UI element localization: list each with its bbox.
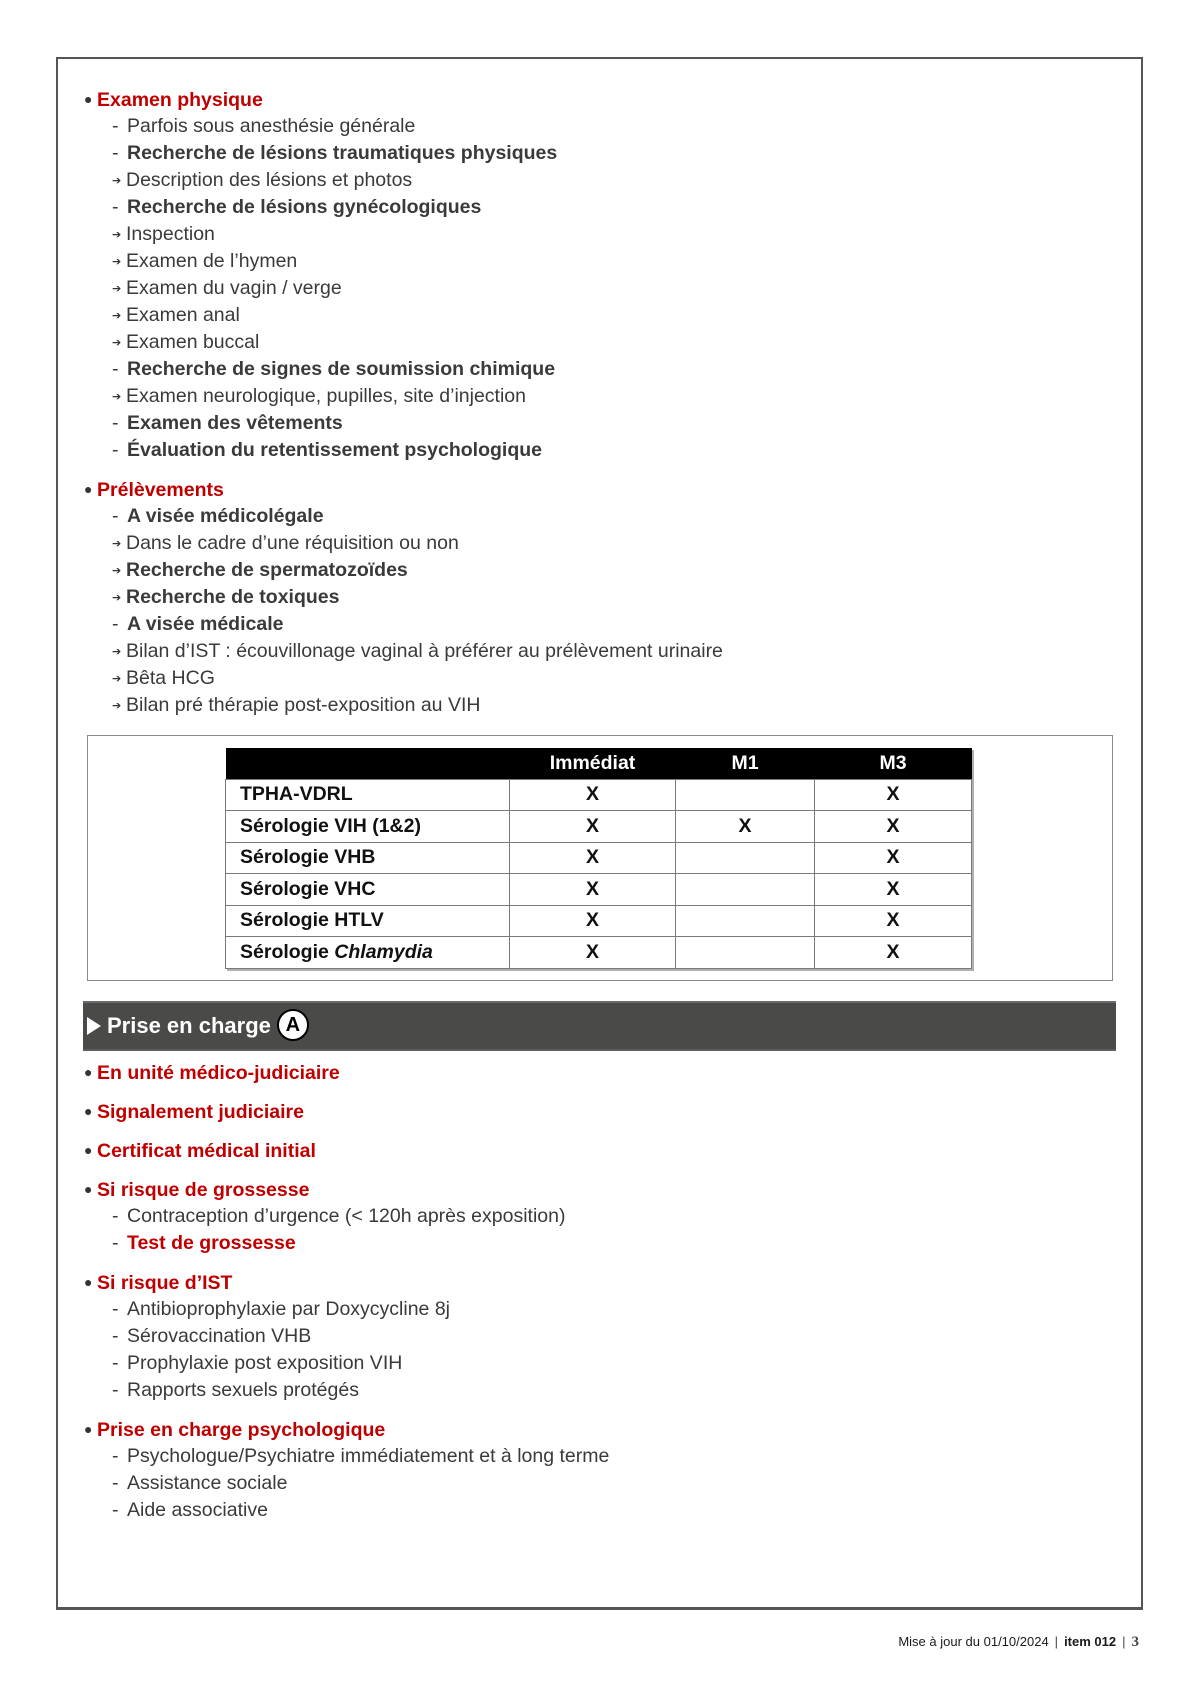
list-item — [84, 503, 1114, 530]
list-item-text: Recherche de signes de soumission chimique — [127, 358, 556, 380]
cell-m3: X — [815, 905, 972, 937]
row-label — [226, 779, 510, 811]
examen-physique-section — [84, 86, 1114, 464]
list-item — [84, 1377, 1114, 1404]
list-item — [84, 1350, 1114, 1377]
dash-marker: - — [112, 1205, 119, 1227]
list-item — [84, 275, 1114, 302]
list-item-text: A visée médicale — [127, 613, 284, 635]
list-item-text: Examen neurologique, pupilles, site d’injection — [126, 385, 526, 407]
section-heading-text: Si risque de grossesse — [97, 1179, 310, 1201]
section-heading — [84, 1059, 1114, 1086]
dash-marker: - — [112, 142, 119, 164]
section-heading-text: Certificat médical initial — [97, 1140, 316, 1162]
bullet-icon: ● — [84, 1103, 93, 1119]
list-item-text: Recherche de lésions traumatiques physiques — [127, 142, 558, 164]
cell-immediat: X — [510, 842, 676, 874]
dash-marker: - — [112, 439, 119, 461]
page-number: 3 — [1131, 1634, 1139, 1650]
arrow-right-icon: ➔ — [112, 700, 122, 712]
list-item — [84, 638, 1114, 665]
dash-marker: - — [112, 1325, 119, 1347]
cell-m3: X — [815, 874, 972, 906]
serology-table-box — [87, 735, 1113, 981]
section-heading — [84, 1176, 1114, 1203]
row-label-text: Sérologie HTLV — [240, 909, 384, 932]
cell-m1 — [676, 842, 815, 874]
cell-m1: X — [676, 811, 815, 843]
prelevements-items-list — [84, 503, 1114, 719]
list-item-text: Examen du vagin / verge — [126, 277, 342, 299]
dash-marker: - — [112, 358, 119, 380]
arrow-right-icon: ➔ — [112, 229, 122, 241]
arrow-right-icon: ➔ — [112, 391, 122, 403]
row-label — [226, 905, 510, 937]
section-heading: ● Prélèvements — [84, 476, 1114, 503]
dash-marker: - — [112, 1379, 119, 1401]
table-header-row — [226, 748, 972, 779]
footer-separator: | — [1054, 1634, 1059, 1649]
bullet-icon: ● — [84, 1421, 93, 1437]
list-item — [84, 1230, 1114, 1257]
list-item-text: Évaluation du retentissement psychologique — [127, 439, 542, 461]
arrow-right-icon: ➔ — [112, 283, 122, 295]
list-item — [84, 1323, 1114, 1350]
dash-marker: - — [112, 1232, 119, 1254]
dash-marker: - — [112, 1472, 119, 1494]
table-header-cell — [226, 748, 510, 779]
dash-marker: - — [112, 1445, 119, 1467]
table-row — [226, 811, 972, 843]
cell-immediat: X — [510, 874, 676, 906]
table-header-cell: Immédiat — [510, 748, 676, 779]
table-row — [226, 874, 972, 906]
pec-section — [84, 1269, 1114, 1404]
list-item — [84, 140, 1114, 167]
arrow-right-icon: ➔ — [112, 565, 122, 577]
pec-section — [84, 1137, 1114, 1164]
prise-en-charge-header — [83, 1001, 1116, 1051]
prelevements-section — [84, 476, 1114, 719]
bullet-icon: ● — [84, 1064, 93, 1080]
table-header-cell: M3 — [815, 748, 972, 779]
bullet-icon: ● — [84, 481, 93, 497]
cell-m3: X — [815, 811, 972, 843]
dash-marker: - — [112, 613, 119, 635]
table-row — [226, 937, 972, 969]
list-item — [84, 530, 1114, 557]
section-heading: ● Examen physique — [84, 86, 1114, 113]
list-item — [84, 194, 1114, 221]
arrow-right-icon: ➔ — [112, 310, 122, 322]
list-item-text: Examen buccal — [126, 331, 260, 353]
list-item-text: Examen de l’hymen — [126, 250, 298, 272]
cell-m3: X — [815, 842, 972, 874]
list-item-text: Aide associative — [127, 1499, 268, 1521]
pec-section — [84, 1059, 1114, 1086]
item-number: item 012 — [1064, 1634, 1117, 1649]
section-heading — [84, 1137, 1114, 1164]
diagnostic-content — [84, 86, 1114, 731]
section-title: Prise en charge — [107, 1013, 271, 1038]
list-item-text: A visée médicolégale — [127, 505, 324, 527]
row-label — [226, 937, 510, 969]
cell-m1 — [676, 905, 815, 937]
list-item-text: Parfois sous anesthésie générale — [127, 115, 416, 137]
bullet-icon: ● — [84, 1274, 93, 1290]
section-heading — [84, 1098, 1114, 1125]
dash-marker: - — [112, 1298, 119, 1320]
list-item — [84, 1497, 1114, 1524]
table-row — [226, 842, 972, 874]
list-item-text: Dans le cadre d’une réquisition ou non — [126, 532, 459, 554]
list-item-text: Antibioprophylaxie par Doxycycline 8j — [127, 1298, 450, 1320]
list-item-text: Recherche de spermatozoïdes — [126, 559, 408, 581]
dash-marker: - — [112, 505, 119, 527]
serology-table — [225, 748, 972, 969]
dash-marker: - — [112, 1499, 119, 1521]
update-date: Mise à jour du 01/10/2024 — [898, 1634, 1049, 1649]
list-item-text: Bêta HCG — [126, 667, 215, 689]
list-item-text: Psychologue/Psychiatre immédiatement et à long terme — [127, 1445, 610, 1467]
list-item-text: Recherche de lésions gynécologiques — [127, 196, 482, 218]
list-item — [84, 1443, 1114, 1470]
arrow-right-icon: ➔ — [112, 673, 122, 685]
pec-section — [84, 1416, 1114, 1524]
row-label — [226, 842, 510, 874]
list-item — [84, 1470, 1114, 1497]
list-item — [84, 665, 1114, 692]
list-item — [84, 113, 1114, 140]
list-item-text: Sérovaccination VHB — [127, 1325, 312, 1347]
list-item — [84, 383, 1114, 410]
dash-marker: - — [112, 1352, 119, 1374]
cell-immediat: X — [510, 811, 676, 843]
list-item-text: Description des lésions et photos — [126, 169, 413, 191]
examen-items-list — [84, 113, 1114, 464]
list-item-text: Inspection — [126, 223, 215, 245]
arrow-right-icon: ➔ — [112, 592, 122, 604]
dash-marker: - — [112, 412, 119, 434]
list-item-text: Examen des vêtements — [127, 412, 343, 434]
pec-section — [84, 1098, 1114, 1125]
list-item — [84, 356, 1114, 383]
pec-section — [84, 1176, 1114, 1257]
row-label-text: Sérologie VHC — [240, 877, 376, 900]
list-item-text: Rapports sexuels protégés — [127, 1379, 359, 1401]
table-row — [226, 779, 972, 811]
list-item — [84, 302, 1114, 329]
list-item — [84, 692, 1114, 719]
row-label-text: TPHA-VDRL — [240, 783, 353, 806]
page-footer — [898, 1634, 1139, 1651]
cell-m3: X — [815, 779, 972, 811]
table-row — [226, 905, 972, 937]
list-item — [84, 611, 1114, 638]
list-item — [84, 221, 1114, 248]
list-item — [84, 557, 1114, 584]
arrow-right-icon: ➔ — [112, 337, 122, 349]
row-label-text: Sérologie VIH (1&2) — [240, 814, 421, 837]
row-label — [226, 811, 510, 843]
cell-m1 — [676, 937, 815, 969]
arrow-right-icon: ➔ — [112, 175, 122, 187]
bullet-icon: ● — [84, 1181, 93, 1197]
list-item — [84, 329, 1114, 356]
section-heading — [84, 1269, 1114, 1296]
row-label-text: Sérologie — [240, 940, 335, 963]
list-item — [84, 410, 1114, 437]
prise-en-charge-content — [84, 1059, 1114, 1536]
list-item-text: Bilan d’IST : écouvillonage vaginal à préférer au prélèvement urinaire — [126, 640, 723, 662]
list-item — [84, 437, 1114, 464]
section-heading-text: En unité médico-judiciaire — [97, 1062, 340, 1084]
cell-m3: X — [815, 937, 972, 969]
list-item — [84, 1203, 1114, 1230]
list-item-text: Prophylaxie post exposition VIH — [127, 1352, 403, 1374]
dash-marker: - — [112, 115, 119, 137]
row-label — [226, 874, 510, 906]
triangle-right-icon — [87, 1017, 101, 1035]
list-item — [84, 248, 1114, 275]
table-header-cell: M1 — [676, 748, 815, 779]
cell-immediat: X — [510, 779, 676, 811]
list-item-text: Assistance sociale — [127, 1472, 288, 1494]
arrow-right-icon: ➔ — [112, 538, 122, 550]
row-label-text: Sérologie VHB — [240, 846, 376, 869]
list-item — [84, 1296, 1114, 1323]
list-item — [84, 584, 1114, 611]
bullet-icon: ● — [84, 91, 93, 107]
cell-immediat: X — [510, 937, 676, 969]
section-heading — [84, 1416, 1114, 1443]
cell-immediat: X — [510, 905, 676, 937]
cell-m1 — [676, 874, 815, 906]
cell-m1 — [676, 779, 815, 811]
list-item-text: Examen anal — [126, 304, 240, 326]
section-heading-text: Signalement judiciaire — [97, 1101, 304, 1123]
rank-a-badge: A — [277, 1009, 309, 1041]
list-item — [84, 167, 1114, 194]
footer-separator: | — [1122, 1634, 1126, 1649]
section-heading-text: Prise en charge psychologique — [97, 1419, 386, 1441]
list-item-text: Bilan pré thérapie post-exposition au VIH — [126, 694, 481, 716]
list-item-text: Test de grossesse — [127, 1232, 296, 1254]
arrow-right-icon: ➔ — [112, 256, 122, 268]
section-heading-text: Si risque d’IST — [97, 1272, 233, 1294]
dash-marker: - — [112, 196, 119, 218]
row-label-italic: Chlamydia — [334, 940, 433, 963]
list-item-text: Contraception d’urgence (< 120h après exposition) — [127, 1205, 566, 1227]
arrow-right-icon: ➔ — [112, 646, 122, 658]
list-item-text: Recherche de toxiques — [126, 586, 340, 608]
bullet-icon: ● — [84, 1142, 93, 1158]
